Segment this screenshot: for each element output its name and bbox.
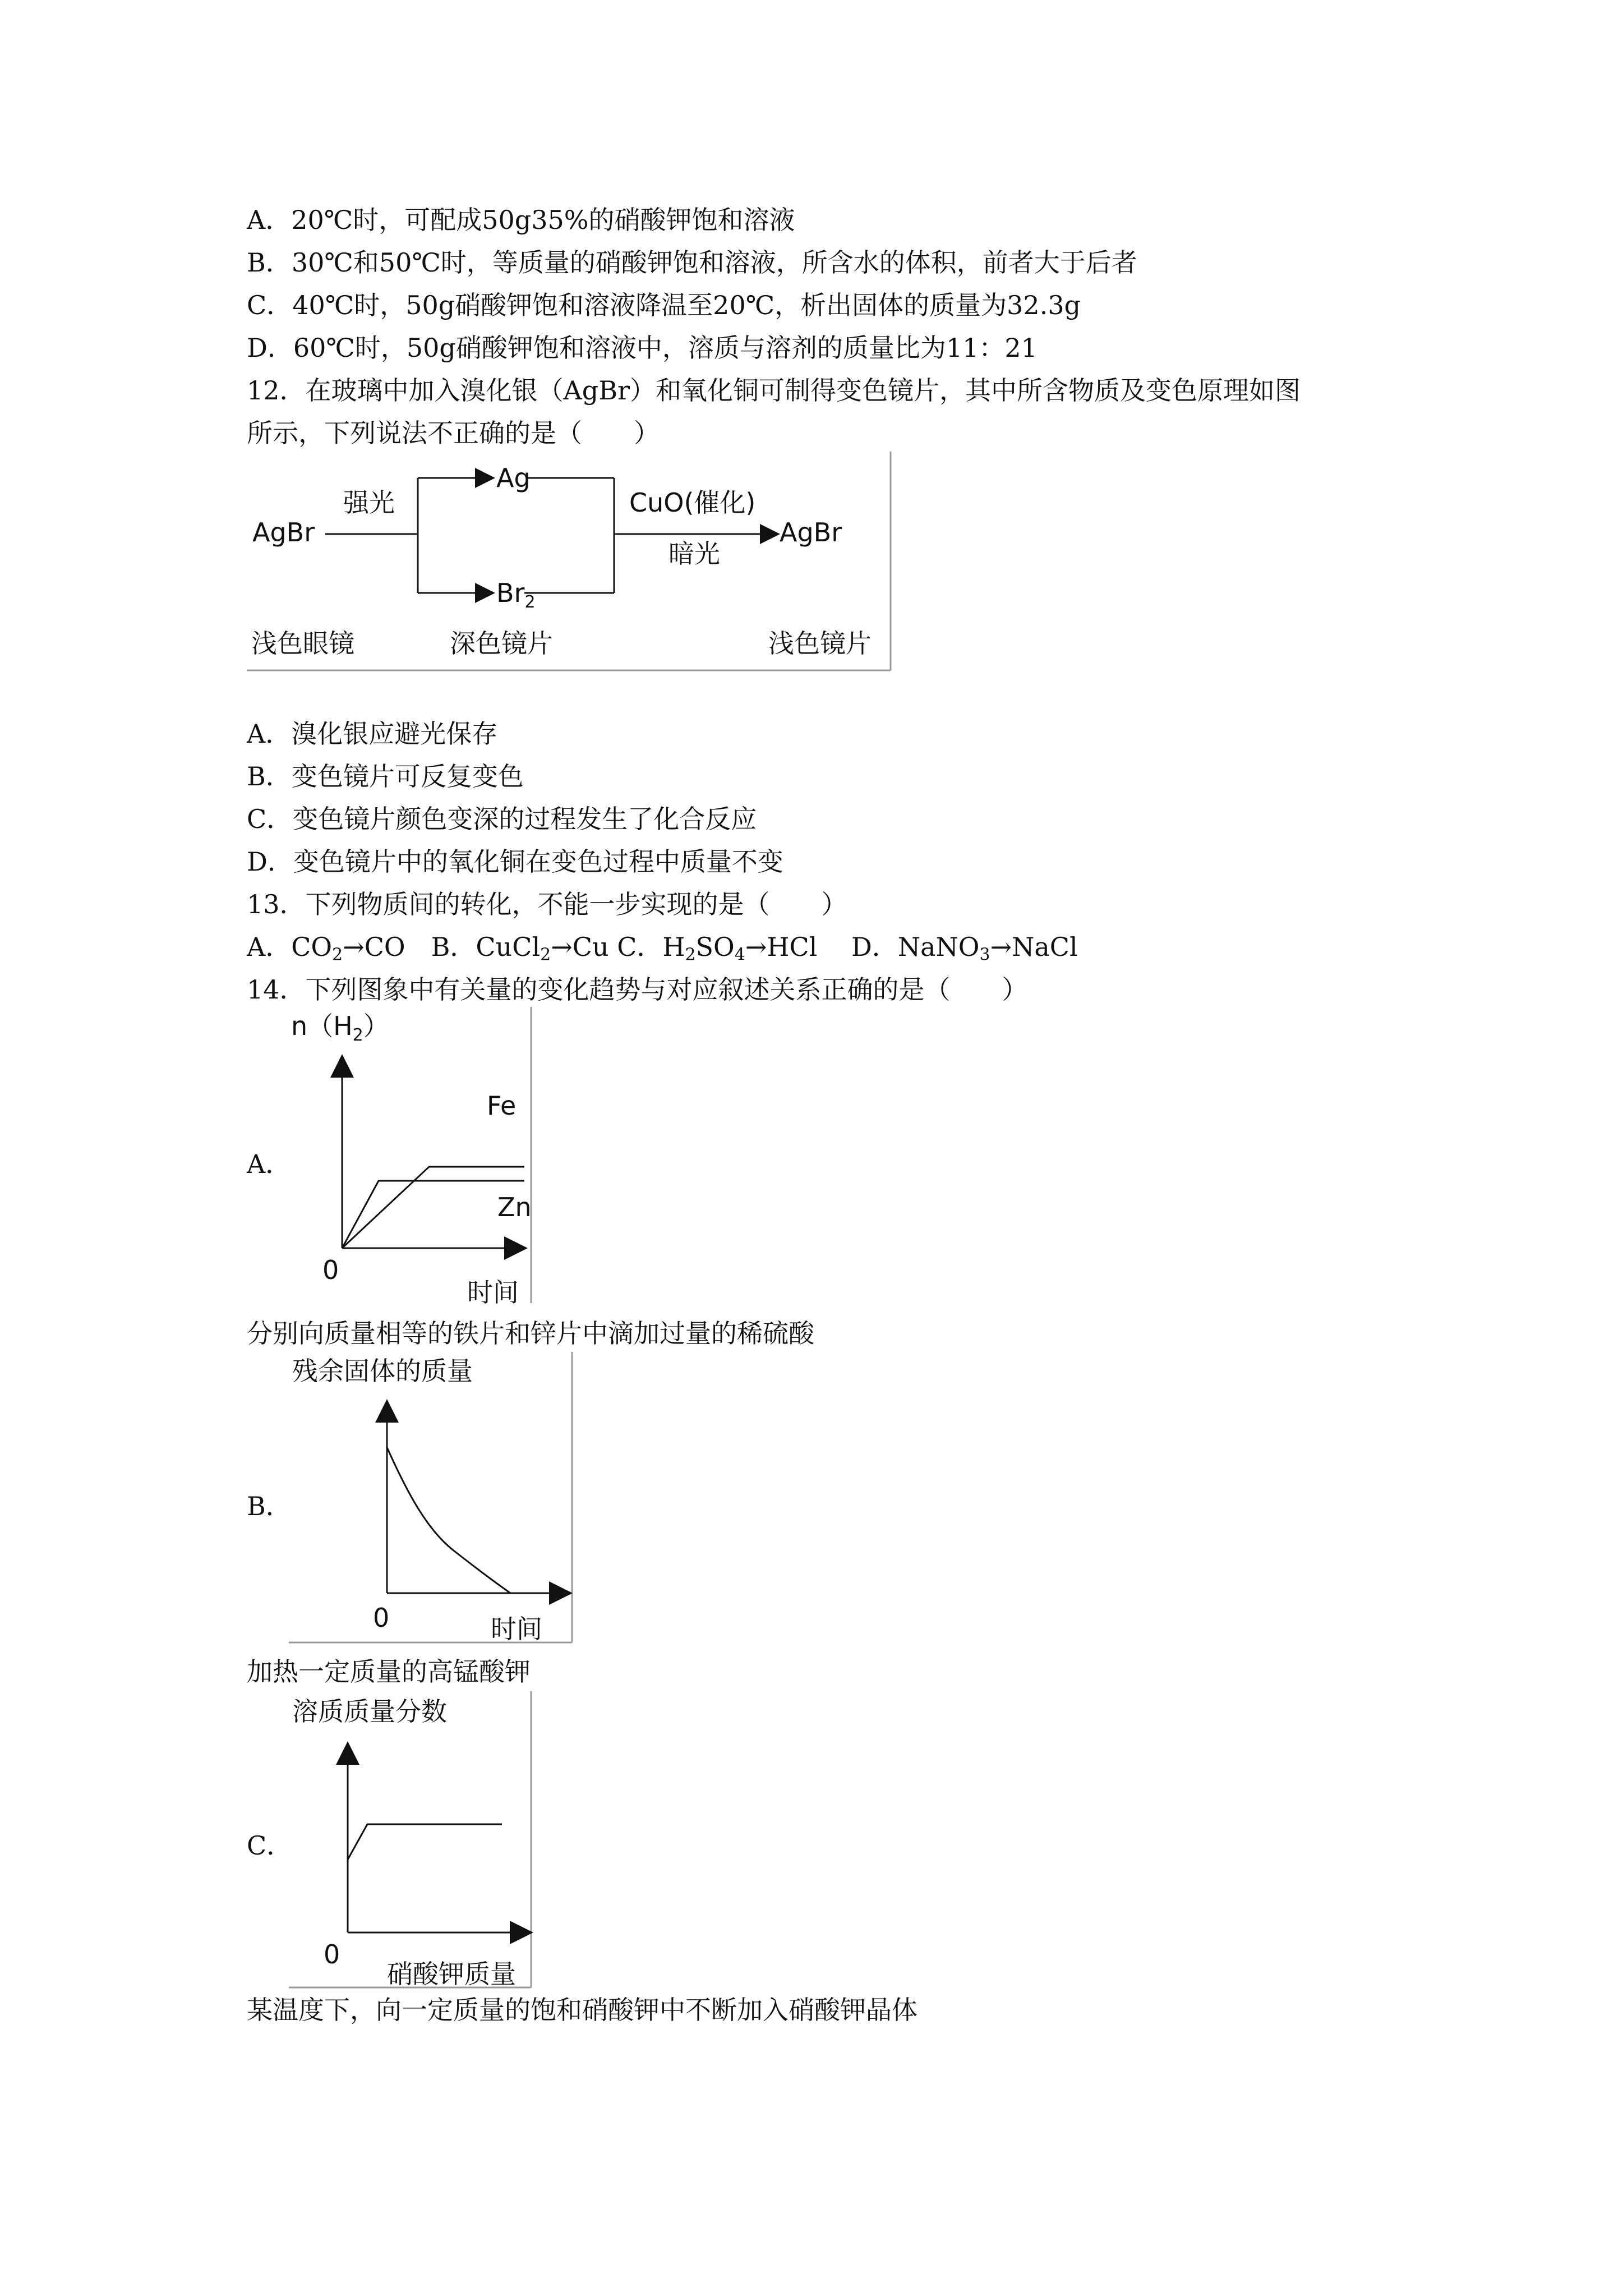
diagram-catalyst-label: CuO(催化) [629,487,756,518]
q14-graph-a-letter: A． [247,1149,292,1179]
q12-option-d: D．变色镜片中的氧化铜在变色过程中质量不变 [247,846,783,877]
diagram-stage-light-glasses: 浅色眼镜 [251,628,354,659]
diagram-stage-light-lens: 浅色镜片 [768,628,872,659]
q14-graph-b-letter: B． [247,1491,292,1521]
q11-option-b: B．30℃和50℃时，等质量的硝酸钾饱和溶液，所含水的体积，前者大于后者 [247,247,1137,278]
q12-stem-line2: 所示，下列说法不正确的是（ ） [247,418,660,448]
q14-graph-a-caption: 分别向质量相等的铁片和锌片中滴加过量的稀硫酸 [247,1318,814,1349]
graph-a-origin: 0 [322,1255,339,1285]
diagram-product-br2: $Br_2$ [496,578,536,612]
q12-option-b: B．变色镜片可反复变色 [247,761,524,792]
diagram-dark-light-label: 暗光 [668,539,720,569]
graph-b-curve [387,1447,510,1593]
graph-a-ylabel: $n(H_2)$ [291,1011,389,1045]
q12-photochromic-diagram [247,452,892,671]
graph-b-xlabel: 时间 [491,1614,542,1644]
q12-option-a: A．溴化银应避光保存 [247,719,498,749]
q14-graph-c [289,1691,536,1989]
diagram-product-ag: Ag [496,463,531,493]
q11-option-d: D．60℃时，50g硝酸钾饱和溶液中，溶质与溶剂的质量比为11：21 [247,333,1038,363]
graph-b-origin: 0 [373,1603,390,1633]
q12-option-c: C．变色镜片颜色变深的过程发生了化合反应 [247,804,757,834]
q14-graph-c-letter: C． [247,1830,293,1861]
q14-stem: 14．下列图象中有关量的变化趋势与对应叙述关系正确的是（ ） [247,974,1028,1005]
diagram-strong-light-label: 强光 [343,487,395,518]
q14-graph-c-caption: 某温度下，向一定质量的饱和硝酸钾中不断加入硝酸钾晶体 [247,1995,917,2025]
q14-graph-b-caption: 加热一定质量的高锰酸钾 [247,1657,531,1687]
q11-option-c: C．40℃时，50g硝酸钾饱和溶液降温至20℃，析出固体的质量为32.3g [247,290,1081,320]
graph-c-ylabel: 溶质质量分数 [292,1696,447,1727]
graph-b-ylabel: 残余固体的质量 [292,1356,473,1386]
graph-c-origin: 0 [324,1939,340,1970]
diagram-stage-dark-lens: 深色镜片 [450,628,553,659]
graph-a-series-zn-label: Zn [497,1192,532,1222]
diagram-start-agbr: AgBr [252,517,315,547]
q13-options: A．$CO_2\to CO$ B．CuCl$_2$→Cu C．$H_2SO_4\to HCl$ D．NaNO$_3$→NaCl [247,932,1078,965]
q12-stem-line1: 12．在玻璃中加入溴化银（AgBr）和氧化铜可制得变色镜片，其中所含物质及变色原理如图 [247,375,1301,406]
graph-a-xlabel: 时间 [467,1277,519,1308]
q13-stem: 13．下列物质间的转化，不能一步实现的是（ ） [247,889,847,919]
q14-graph-b [289,1352,575,1644]
graph-c-series [348,1824,502,1860]
diagram-end-agbr: AgBr [780,517,842,547]
q14-graph-a [289,1007,536,1308]
q11-option-a: A．20℃时，可配成50g35%的硝酸钾饱和溶液 [247,205,795,235]
graph-c-xlabel: 硝酸钾质量 [387,1959,516,1989]
graph-a-series-fe-label: Fe [487,1091,517,1121]
